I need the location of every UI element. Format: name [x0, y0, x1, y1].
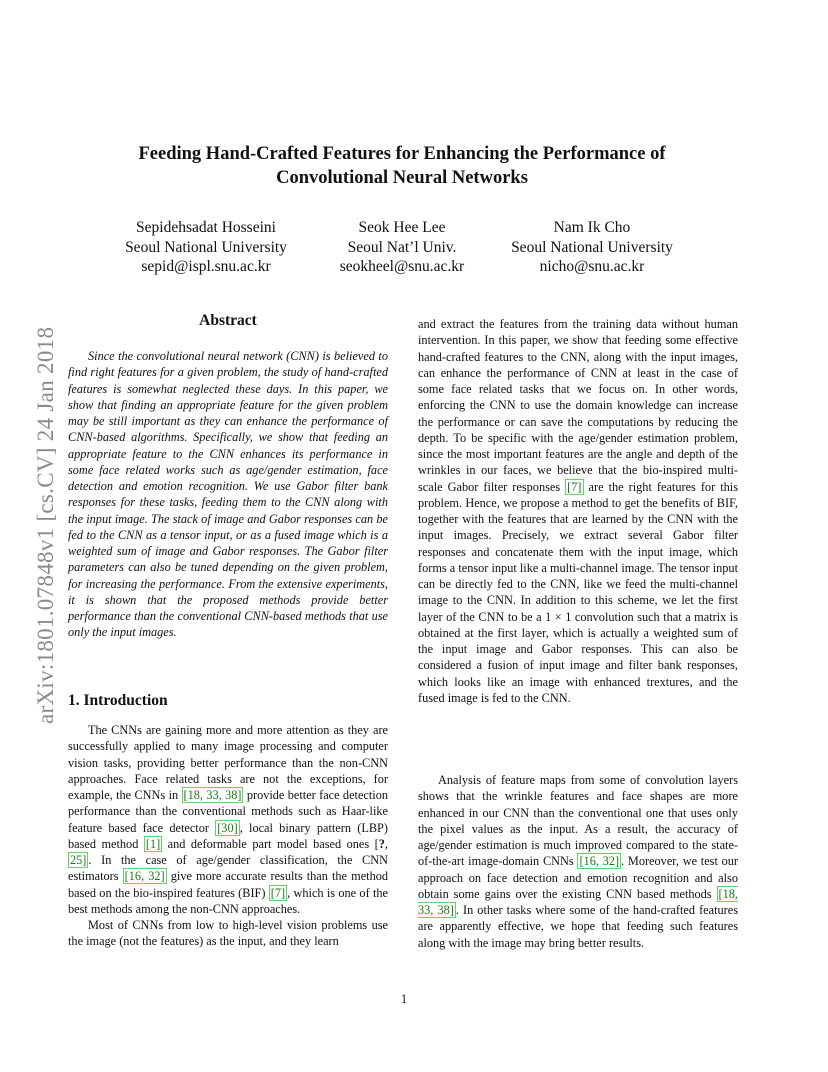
author-block-2: [302, 218, 502, 277]
author-name: Sepidehsadat Hosseini: [136, 219, 276, 236]
missing-citation-mark: ?: [378, 836, 385, 851]
paper-title: [100, 142, 704, 190]
section-heading-introduction: 1. Introduction: [68, 692, 168, 709]
author-email: sepid@ispl.snu.ac.kr: [141, 258, 271, 275]
citation-link[interactable]: [7]: [567, 479, 582, 494]
right-column-body-top: [418, 316, 738, 706]
left-column-body: [68, 722, 388, 950]
author-block-3: [492, 218, 692, 277]
abstract-text: Since the convolutional neural network (CNN) is believed to find right features for a given problem, the study of hand-crafted features is somewhat neglected these days. In this paper, we show that finding an appropriate feature for the given problem may be still important as they can enhance the performance of CNN-based algorithms. Specifically, we show that feeding an appropriate feature to the CNN enhances its performance in some face related works such as age/gender estimation, face detection and emotion recognition. We use Gabor filter bank responses for these tasks, feeding them to the CNN along with the input image. The stack of image and Gabor responses can be fed to the CNN as a tensor input, or as a fused image which is a weighted sum of image and Gabor responses. The Gabor filter parameters can also be tuned depending on the given problem, for increasing the performance. From the extensive experiments, it is shown that the proposed methods provide better performance than the conventional CNN-based methods that use only the input images.: [68, 349, 388, 640]
page-number: 1: [400, 992, 408, 1006]
author-email: nicho@snu.ac.kr: [539, 258, 645, 275]
author-email: seokheel@snu.ac.kr: [339, 258, 465, 275]
author-name: Seok Hee Lee: [358, 219, 446, 236]
intro-paragraph-3: Analysis of feature maps from some of convolution layers shows that the wrinkle features and face shapes are more enhanced in our CNN than the conventional one that uses only the pixel values as the input. As a result, the accuracy of age/gender estimation is much improved compared to the state-of-the-art image-domain CNNs [16, 32] . Moreover, we test our approach on face detection and emotion recognition and also obtain some gains over the existing CNN based methods [18, 33, 38] . In other tasks where some of the hand-crafted features are apparently effective, we hope that feeding such features along with the image may bring better results.: [418, 773, 739, 950]
citation-link[interactable]: [1]: [145, 836, 161, 851]
author-affiliation: Seoul National University: [125, 238, 287, 256]
title-line-1: Feeding Hand-Crafted Features for Enhancing the Performance of: [138, 144, 666, 164]
citation-link[interactable]: [7]: [270, 885, 286, 900]
intro-paragraph-continued: and extract the features from the training data without human intervention. In this paper, we show that feeding some effective hand-crafted features to the CNN, along with the input images, can enhance the performance of CNN at least in the case of some face related tasks that we focus on. In other words, enforcing the CNN to use the domain knowledge can increase the performance or can save the computations by reducing the depth. To be specific with the age/gender estimation problem, since the most important features are the angle and depth of the wrinkles in our faces, we believe that the bio-inspired multi-scale Gabor filter responses [7] are the right features for this problem. Hence, we propose a method to get the benefits of BIF, together with the features that are learned by the CNN with the input images. Precisely, we extract several Gabor filter responses and concatenate them with the input image, which forms a tensor input like a multi-channel image. The tensor input can be directly fed to the CNN, like we feed the multi-channel image to the CNN. In addition to this scheme, we let the first layer of the CNN to be a 1 × 1 convolution such that a matrix is obtained at the first layer, which is actually a weighted sum of the input image and Gabor responses. This can also be considered a fusion of input image and filter bank responses, which looks like an image with enhanced trextures, and the fused image is fed to the CNN.: [418, 317, 738, 705]
intro-paragraph-2: Most of CNNs from low to high-level vision problems use the image (not the features) as the input, and they learn: [68, 918, 388, 949]
citation-link[interactable]: [16, 32]: [124, 869, 165, 884]
right-column-body-bottom: [418, 772, 738, 951]
citation-link[interactable]: [18, 33, 38]: [183, 788, 242, 802]
author-affiliation: Seoul Nat’l Univ.: [347, 238, 457, 256]
citation-link[interactable]: [18, 33, 38]: [418, 886, 738, 917]
author-affiliation: Seoul National University: [511, 238, 673, 256]
intro-paragraph-1: The CNNs are gaining more and more attention as they are successfully applied to many image processing and computer vision tasks, providing better performance than the non-CNN approaches. Face related tasks are not the exceptions, for example, the CNNs in [18, 33, 38] provide better face detection performance than the conventional methods such as Haar-like feature based face detector [30] , local binary pattern (LBP) based method [1] and deformable part model based ones [?, 25] . In the case of age/gender classification, the CNN estimators [16, 32] give more accurate results than the method based on the bio-inspired features (BIF) [7] , which is one of the best methods among the non-CNN approaches.: [68, 723, 389, 916]
title-line-2: Convolutional Neural Networks: [276, 168, 528, 188]
author-name: Nam Ik Cho: [553, 219, 631, 236]
citation-link[interactable]: [16, 32]: [579, 854, 620, 869]
citation-link[interactable]: [30]: [217, 820, 238, 835]
citation-link[interactable]: 25]: [70, 853, 87, 867]
arxiv-identifier: arXiv:1801.07848v1 [cs.CV] 24 Jan 2018: [33, 326, 58, 724]
abstract-heading: Abstract: [199, 312, 257, 329]
author-block-1: [106, 218, 306, 277]
